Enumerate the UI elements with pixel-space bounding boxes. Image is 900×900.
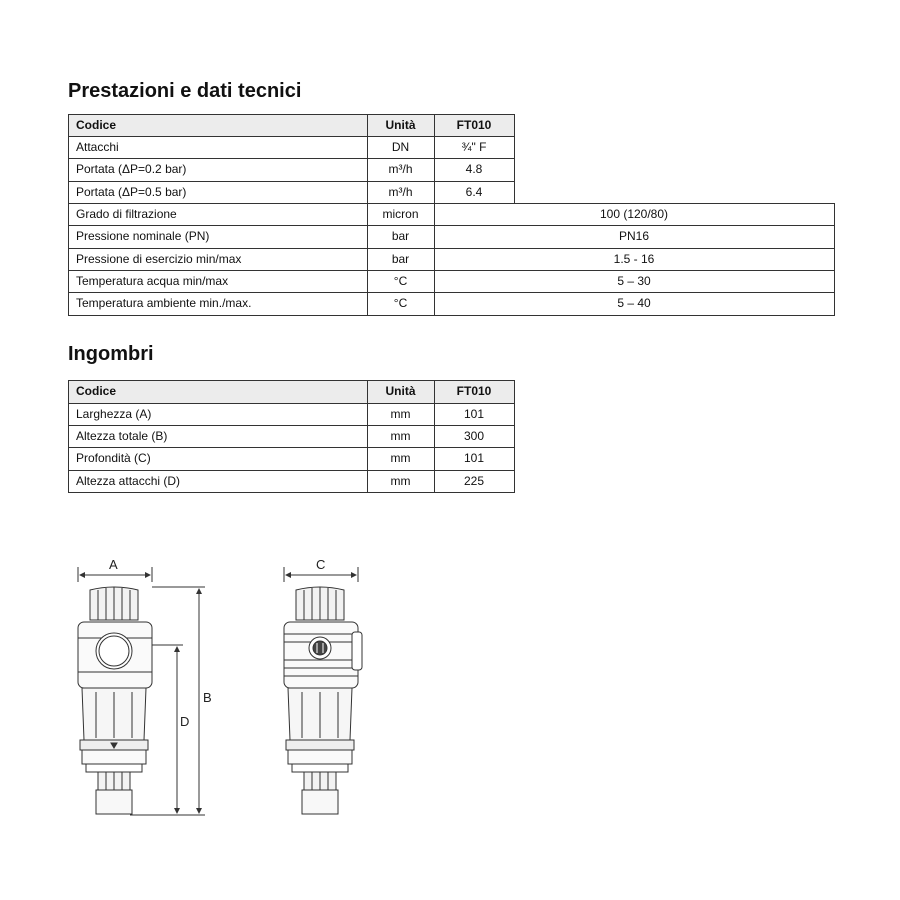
header-model: FT010: [434, 380, 514, 403]
row-label: Attacchi: [76, 140, 119, 154]
row-label: Grado di filtrazione: [76, 207, 177, 221]
row-value: 101: [463, 407, 485, 421]
row-unit: mm: [390, 474, 411, 488]
dimension-label-a: A: [109, 557, 118, 572]
row-label: Profondità (C): [76, 451, 151, 465]
row-value: 5 – 30: [617, 274, 651, 288]
row-label: Portata (ΔP=0.5 bar): [76, 185, 187, 199]
row-unit: mm: [390, 451, 411, 465]
row-label: Pressione nominale (PN): [76, 229, 210, 243]
row-label: Altezza totale (B): [76, 429, 168, 443]
header-unit: Unità: [367, 380, 434, 403]
row-unit: °C: [393, 274, 408, 288]
header-code: Codice: [68, 114, 367, 137]
row-value: 1.5 - 16: [613, 252, 655, 266]
row-unit: °C: [393, 296, 408, 310]
row-label: Pressione di esercizio min/max: [76, 252, 242, 266]
filter-front-view: [78, 567, 205, 815]
dimension-label-b: B: [203, 690, 212, 705]
row-unit: DN: [391, 140, 410, 154]
row-value: 6.4: [465, 185, 483, 199]
row-value: 4.8: [465, 162, 483, 176]
row-unit: mm: [390, 429, 411, 443]
header-model: FT010: [434, 114, 514, 137]
row-value: 100 (120/80): [599, 207, 669, 221]
row-value: PN16: [618, 229, 650, 243]
row-label: Larghezza (A): [76, 407, 152, 421]
row-value: 5 – 40: [617, 296, 651, 310]
row-label: Portata (ΔP=0.2 bar): [76, 162, 187, 176]
row-unit: micron: [382, 207, 419, 221]
row-unit: mm: [390, 407, 411, 421]
row-value: 300: [463, 429, 485, 443]
row-unit: bar: [391, 252, 410, 266]
section-title-performance: Prestazioni e dati tecnici: [68, 80, 302, 102]
header-unit: Unità: [367, 114, 434, 137]
row-label: Temperatura acqua min/max: [76, 274, 229, 288]
row-value: 225: [463, 474, 485, 488]
filter-side-view: [284, 567, 362, 814]
row-value: ¾" F: [461, 140, 487, 154]
dimension-label-c: C: [316, 557, 326, 572]
row-unit: bar: [391, 229, 410, 243]
row-unit: m³/h: [388, 162, 413, 176]
row-unit: m³/h: [388, 185, 413, 199]
header-code: Codice: [68, 380, 367, 403]
dimension-label-d: D: [180, 714, 190, 729]
row-value: 101: [463, 451, 485, 465]
row-label: Altezza attacchi (D): [76, 474, 181, 488]
row-label: Temperatura ambiente min./max.: [76, 296, 252, 310]
section-title-dimensions: Ingombri: [68, 343, 154, 365]
